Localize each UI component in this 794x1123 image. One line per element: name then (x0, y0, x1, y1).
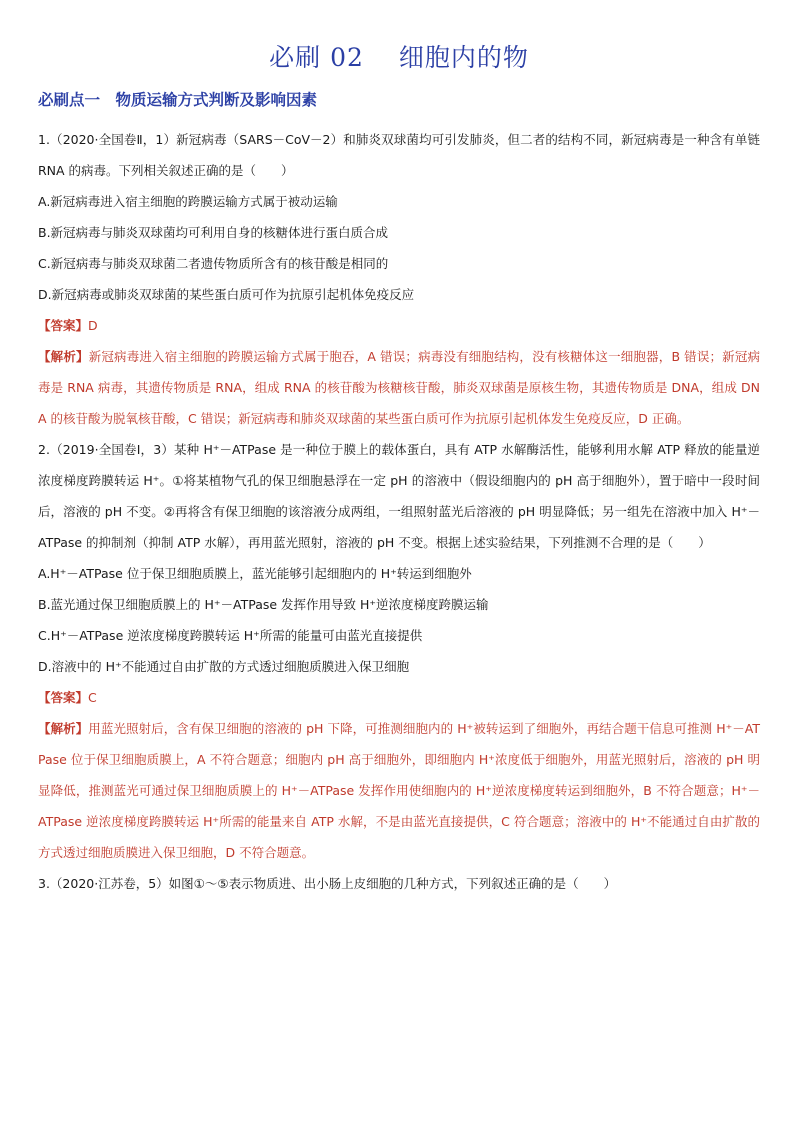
option-a: A.H⁺－ATPase 位于保卫细胞质膜上，蓝光能够引起细胞内的 H⁺转运到细胞外 (38, 566, 472, 581)
option-d: D.溶液中的 H⁺不能通过自由扩散的方式透过细胞质膜进入保卫细胞 (38, 659, 410, 674)
explanation-text: 用蓝光照射后，含有保卫细胞的溶液的 pH 下降，可推测细胞内的 H⁺被转运到了细胞外，再结合题干信息可推测 H⁺－ATPase 位于保卫细胞质膜上，A 不符合题意；细胞内 pH 高于细胞外，即细胞内 H⁺浓度低于细胞外，用蓝光照射后，溶液的 pH 明显降低，推测蓝光可通过保卫细胞质膜上的 H⁺－ATPase 发挥作用使细胞内的 H⁺逆浓度梯度转运到细胞外，B 不符合题意；H⁺－ATPase 逆浓度梯度跨膜转运 H⁺所需的能量来自 ATP 水解，不是由蓝光直接提供，C 符合题意；溶液中的 H⁺不能通过自由扩散的方式透过细胞质膜进入保卫细胞，D 不符合题意。 (38, 721, 760, 860)
page-title: 必刷 02 细胞内的物 (269, 43, 529, 72)
explanation-paragraph (38, 713, 760, 868)
explanation-label: 【解析】 (38, 721, 89, 736)
answer-value: C (88, 690, 97, 705)
answer-line (38, 310, 760, 341)
question-stem: 3.（2020·江苏卷，5）如图①～⑤表示物质进、出小肠上皮细胞的几种方式，下列叙述正确的是（ ） (38, 876, 617, 891)
explanation-paragraph (38, 341, 760, 434)
option-a: A.新冠病毒进入宿主细胞的跨膜运输方式属于被动运输 (38, 194, 338, 209)
question-stem: 1.（2020·全国卷Ⅱ，1）新冠病毒（SARS－CoV－2）和肺炎双球菌均可引发肺炎，但二者的结构不同，新冠病毒是一种含有单链 RNA 的病毒。下列相关叙述正确的是（ ） (38, 132, 760, 178)
explanation-text: 新冠病毒进入宿主细胞的跨膜运输方式属于胞吞，A 错误；病毒没有细胞结构，没有核糖体这一细胞器，B 错误；新冠病毒是 RNA 病毒，其遗传物质是 RNA，组成 RNA 的核苷酸为核糖核苷酸，肺炎双球菌是原核生物，其遗传物质是 DNA，组成 DNA 的核苷酸为脱氧核苷酸，C 错误；新冠病毒和肺炎双球菌的某些蛋白质可作为抗原引起机体发生免疫反应，D 正确。 (38, 349, 760, 426)
option-b: B.蓝光通过保卫细胞质膜上的 H⁺－ATPase 发挥作用导致 H⁺逆浓度梯度跨膜运输 (38, 597, 489, 612)
question-2 (38, 434, 760, 868)
question-stem: 2.（2019·全国卷Ⅰ，3）某种 H⁺－ATPase 是一种位于膜上的载体蛋白，具有 ATP 水解酶活性，能够利用水解 ATP 释放的能量逆浓度梯度跨膜转运 H⁺。①将某植物气孔的保卫细胞悬浮在一定 pH 的溶液中（假设细胞内的 pH 高于细胞外），置于暗中一段时间后，溶液的 pH 不变。②再将含有保卫细胞的该溶液分成两组，一组照射蓝光后溶液的 pH 明显降低；另一组先在溶液中加入 H⁺－ATPase 的抑制剂（抑制 ATP 水解），再用蓝光照射，溶液的 pH 不变。根据上述实验结果，下列推测不合理的是（ ） (38, 442, 760, 550)
option-b: B.新冠病毒与肺炎双球菌均可利用自身的核糖体进行蛋白质合成 (38, 225, 389, 240)
answer-label: 【答案】 (38, 690, 89, 705)
answer-label: 【答案】 (38, 318, 89, 333)
answer-value: D (88, 318, 98, 333)
option-c: C.新冠病毒与肺炎双球菌二者遗传物质所含有的核苷酸是相同的 (38, 256, 389, 271)
section-heading: 必刷点一 物质运输方式判断及影响因素 (38, 91, 318, 109)
explanation-label: 【解析】 (38, 349, 89, 364)
question-3 (38, 868, 760, 899)
answer-line (38, 682, 760, 713)
question-1 (38, 124, 760, 434)
question-list (38, 124, 760, 899)
option-d: D.新冠病毒或肺炎双球菌的某些蛋白质可作为抗原引起机体免疫反应 (38, 287, 415, 302)
option-c: C.H⁺－ATPase 逆浓度梯度跨膜转运 H⁺所需的能量可由蓝光直接提供 (38, 628, 423, 643)
